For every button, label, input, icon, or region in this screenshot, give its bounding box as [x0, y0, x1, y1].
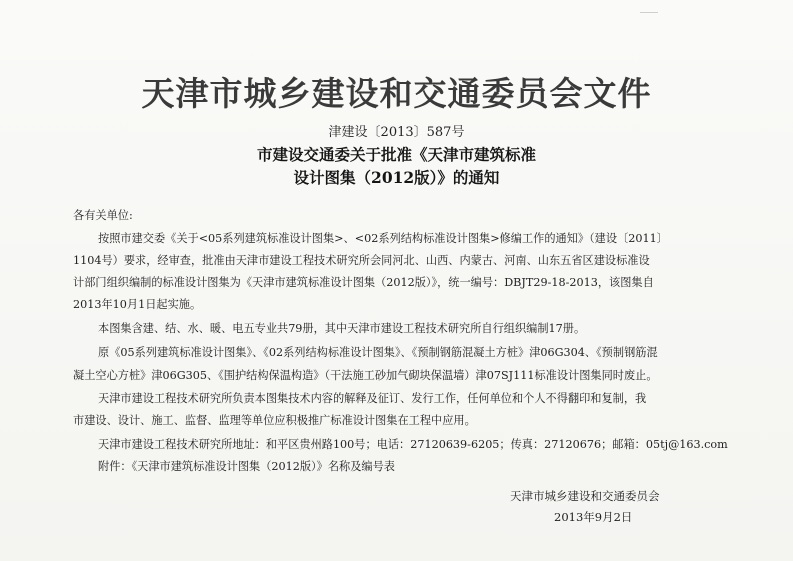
body-line: 按照市建交委《关于<05系列建筑标准设计图集>、<02系列结构标准设计图集>修编工作的通知》（建设〔2011〕 — [98, 232, 668, 245]
subject-line-2: 设计图集（2012版）》的通知 — [293, 168, 500, 187]
body-line: 天津市建设工程技术研究所负责本图集技术内容的解释及征订、发行工作，任何单位和个人不得翻印和复制，我 — [98, 392, 647, 405]
document-number: 津建设〔2013〕587号 — [328, 125, 465, 140]
body-line: 天津市建设工程技术研究所地址：和平区贵州路100号；电话：27120639-6205；传真：27120676；邮箱：05tj@163.com — [98, 438, 728, 451]
body-line: 本图集含建、结、水、暖、电五专业共79册，其中天津市建设工程技术研究所自行组织编制17册。 — [98, 322, 586, 335]
body-line: 1104号）要求，经审查，批准由天津市建设工程技术研究所会同河北、山西、内蒙古、河南、山东五省区建设标准设 — [73, 254, 650, 267]
subject-line-1: 市建设交通委关于批准《天津市建筑标准 — [256, 145, 536, 164]
body-line: 凝土空心方桩》津06G305、《围护结构保温构造》（干法施工砂加气砌块保温墙）津07SJ111标准设计图集同时废止。 — [73, 369, 658, 382]
corner-mark — [640, 0, 658, 13]
body-line: 计部门组织编制的标准设计图集为《天津市建筑标准设计图集（2012版）》，统一编号：DBJT29-18-2013，该图集自 — [73, 276, 654, 289]
body-line: 2013年10月1日起实施。 — [73, 298, 202, 311]
signature-organization: 天津市城乡建设和交通委员会 — [510, 489, 660, 503]
body-line: 市建设、设计、施工、监督、监理等单位应积极推广标准设计图集在工程中应用。 — [73, 414, 476, 427]
document-title: 天津市城乡建设和交通委员会文件 — [141, 74, 652, 113]
signature-date: 2013年9月2日 — [554, 510, 633, 524]
salutation: 各有关单位: — [73, 209, 133, 222]
body-line: 原《05系列建筑标准设计图集》、《02系列结构标准设计图集》、《预制钢筋混凝土方桩》津06G304、《预制钢筋混 — [98, 346, 658, 359]
attachment-line: 附件：《天津市建筑标准设计图集（2012版）》名称及编号表 — [98, 460, 395, 473]
